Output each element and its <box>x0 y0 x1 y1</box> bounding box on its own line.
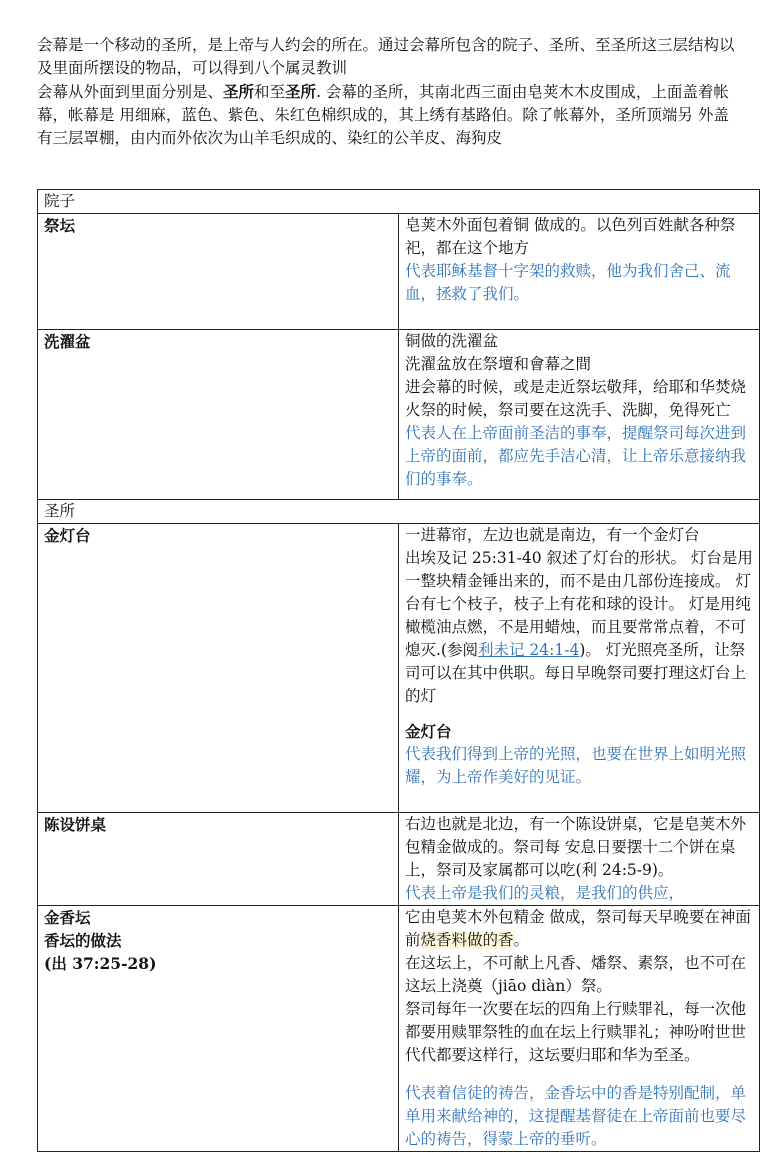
table-row-showbread <box>38 813 760 906</box>
lampstand-text: 出埃及记 25:31-40 叙述了灯台的形状。 灯台是用一整块精金锤出来的，而不是由几部份连接成。 灯台有七个枝子，枝子上有花和球的设计。 灯是用纯橄榄油点燃，不是用蜡烛，而且要常常点着，不可熄灭.(参阅 <box>405 549 753 659</box>
incense-line: 祭司每年一次要在坛的四角上行赎罪礼，每一次他都要用赎罪祭牲的血在坛上行赎罪礼；神吩咐世世代代都要这样行，这坛要归耶和华为至圣。 <box>405 1000 747 1064</box>
laver-meaning: 代表人在上帝面前圣洁的事奉，提醒祭司每次进到上帝的面前，都应先手洁心清，让上帝乐意接纳我们的事奉。 <box>405 424 747 488</box>
label-lampstand: 金灯台 <box>38 524 399 813</box>
lampstand-meaning: 代表我们得到上帝的光照，也要在世界上如明光照耀，为上帝作美好的见证。 <box>405 745 747 786</box>
label-laver: 洗濯盆 <box>38 330 399 500</box>
label-incense <box>38 906 399 1152</box>
tabernacle-table <box>37 189 760 1152</box>
altar-line: 皂荚木外面包着铜 做成的。以色列百姓献各种祭祀，都在这个地方 <box>405 216 736 257</box>
incense-line: 在这坛上，不可献上凡香、燔祭、素祭，也不可在这坛上浇奠（jiāo diàn）祭。 <box>405 954 747 995</box>
intro-paragraph-2 <box>37 80 737 150</box>
incense-line <box>405 906 753 952</box>
lampstand-description <box>405 547 753 708</box>
table-row-incense <box>38 906 760 1152</box>
content-incense <box>399 906 760 1152</box>
intro-p2-part: 会幕从外面到里面分别是、 <box>37 83 224 101</box>
content-showbread <box>399 813 760 906</box>
laver-line: 进会幕的时候，或是走近祭坛敬拜，给耶和华焚烧火祭的时候，祭司要在这洗手、洗脚，免得死亡 <box>405 378 747 419</box>
label-showbread: 陈设饼桌 <box>38 813 399 906</box>
section-row-court <box>38 190 760 214</box>
showbread-line: 右边也就是北边，有一个陈设饼桌，它是皂荚木外包精金做成的。祭司每 安息日要摆十二个饼在桌上，祭司及家属都可以吃(利 24:5-9)。 <box>405 815 747 879</box>
section-row-holy <box>38 500 760 524</box>
intro-p2-bold: 圣所 <box>223 82 255 101</box>
altar-meaning: 代表耶稣基督十字架的救赎，他为我们舍己、流血，拯救了我们。 <box>405 262 731 303</box>
intro-p2-part: 和至 <box>254 83 286 101</box>
laver-line: 洗濯盆放在祭壇和會幕之間 <box>405 355 592 373</box>
section-court: 院子 <box>38 190 760 214</box>
incense-reference: (出 37:25-28) <box>44 954 157 973</box>
intro-p2-bold: 圣所 <box>285 82 317 101</box>
section-holy-place: 圣所 <box>38 500 760 524</box>
lampstand-text: )。 灯光照亮圣所，让祭司可以在其中供职。每日早晚祭司要打理这灯台上的灯 <box>405 641 747 705</box>
laver-line: 铜做的洗濯盆 <box>405 332 499 350</box>
intro-text <box>37 34 737 150</box>
label-altar: 祭坛 <box>38 214 399 330</box>
table-row-lampstand <box>38 524 760 813</box>
content-altar <box>399 214 760 330</box>
content-lampstand <box>399 524 760 813</box>
lampstand-line: 一进幕帘，左边也就是南边，有一个金灯台 <box>405 526 700 544</box>
incense-meaning: 代表着信徒的祷告，金香坛中的香是特别配制，单单用来献给神的，这提醒基督徒在上帝面前也要尽心的祷告，得蒙上帝的垂听。 <box>405 1084 747 1148</box>
incense-highlight: 烧香料做的香 <box>420 931 514 949</box>
table-row-laver <box>38 330 760 500</box>
incense-label: 金香坛 <box>44 908 91 927</box>
incense-text: 它由皂荚木外包精金 做成，祭司每天早晚要在神面前 <box>405 908 751 949</box>
lampstand-subheading: 金灯台 <box>405 722 452 741</box>
content-laver <box>399 330 760 500</box>
incense-text: 。 <box>513 931 530 949</box>
intro-paragraph-1: 会幕是一个移动的圣所，是上帝与人约会的所在。通过会幕所包含的院子、圣所、至圣所这三层结构以及里面所摆设的物品，可以得到八个属灵教训 <box>37 36 735 77</box>
showbread-meaning: 代表上帝是我们的灵粮，是我们的供应， <box>405 884 685 902</box>
leviticus-link[interactable]: 利未记 24:1-4 <box>477 641 580 659</box>
table-row-altar <box>38 214 760 330</box>
intro-p2-part: . 会幕的圣所，其南北西三面由皂荚木木皮围成，上面盖着帐幕，帐幕是 用细麻，蓝色、紫色、朱红色棉织成的，其上绣有基路伯。除了帐幕外，圣所顶端另 外盖有三层罩棚，由内而外依次为山羊毛织成的、染红的公羊皮、海狗皮 <box>37 83 729 147</box>
incense-label: 香坛的做法 <box>44 931 122 950</box>
